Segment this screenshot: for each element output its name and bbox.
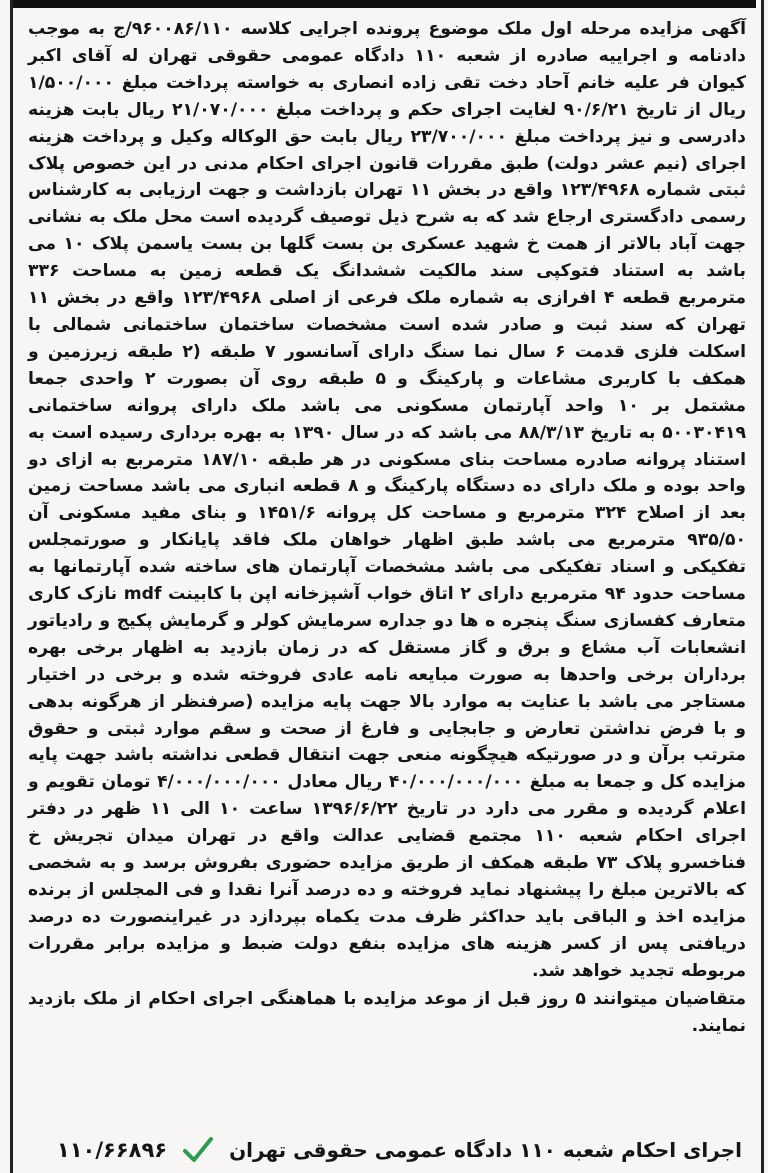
reference-number: ۱۱۰/۶۶۸۹۶ xyxy=(56,1138,168,1162)
left-border-rule xyxy=(10,0,13,1173)
top-border-rule xyxy=(12,0,756,8)
visit-notice: متقاضیان میتوانند ۵ روز قبل از موعد مزایده با هماهنگی اجرای احکام از ملک بازدید نمایند. xyxy=(28,988,746,1036)
auction-notice-body xyxy=(28,16,746,1039)
issuing-authority: اجرای احکام شعبه ۱۱۰ دادگاه عمومی حقوقی تهران xyxy=(229,1138,742,1162)
right-border-rule xyxy=(761,0,764,1173)
notice-footer xyxy=(34,1132,742,1168)
check-mark-icon xyxy=(183,1136,213,1164)
notice-paragraph: آگهی مزایده مرحله اول ملک موضوع پرونده اجرایی کلاسه ۹۶۰۰۸۶/۱۱۰/ج به موجب دادنامه و اجراییه صادره از شعبه ۱۱۰ دادگاه عمومی حقوقی تهران له آقای اکبر کیوان فر علیه خانم آحاد دخت تقی زاده انصاری به خواسته پرداخت مبلغ ۱/۵۰۰/۰۰۰ ریال از تاریخ ۹۰/۶/۲۱ لغایت اجرای حکم و پرداخت مبلغ ۲۱/۰۷۰/۰۰۰ ریال بابت هزینه دادرسی و نیز پرداخت مبلغ ۲۳/۷۰۰/۰۰۰ ریال بابت حق الوکاله وکیل و پرداخت هزینه اجرای (نیم عشر دولت) طبق مقررات قانون اجرای احکام مدنی در این خصوص پلاک ثبتی شماره ۱۲۳/۴۹۶۸ واقع در بخش ۱۱ تهران بازداشت و جهت ارزیابی به کارشناس رسمی دادگستری ارجاع شد که به شرح ذیل توصیف گردیده است محل ملک به نشانی جهت آباد بالاتر از همت خ شهید عسکری بن بست گلها بن بست یاسمن پلاک ۱۰ می باشد به استناد فتوکپی سند مالکیت ششدانگ یک قطعه زمین به مساحت ۳۳۶ مترمربع قطعه ۴ افرازی به شماره ملک فرعی از اصلی ۱۲۳/۴۹۶۸ واقع در بخش ۱۱ تهران که سند ثبت و صادر شده است مشخصات ساختمان ساختمانی شمالی با اسکلت فلزی قدمت ۶ سال نما سنگ دارای آسانسور ۷ طبقه (۲ طبقه زیرزمین و همکف با کاربری مشاعات و پارکینگ و ۵ طبقه روی آن بصورت ۲ واحدی جمعا مشتمل بر ۱۰ واحد آپارتمان مسکونی می باشد ملک دارای پروانه ساختمانی ۵۰۰۳۰۴۱۹ به تاریخ ۸۸/۳/۱۳ می باشد که در سال ۱۳۹۰ به بهره برداری رسیده است به استناد پروانه صادره مساحت بنای مسکونی در هر طبقه ۱۸۷/۱۰ مترمربع به ازای دو واحد بوده و ملک دارای ده دستگاه پارکینگ و ۸ قطعه انباری می باشد مساحت زمین بعد از اصلاح ۳۲۴ مترمربع و مساحت کل پروانه ۱۴۵۱/۶ و بنای مفید مسکونی آن ۹۳۵/۵۰ مترمربع می باشد طبق اظهار خواهان ملک فاقد پایانکار و صورتمجلس تفکیکی و اسناد تفکیکی می باشد مشخصات آپارتمان های ساخته شده آپارتمانها به مساحت حدود ۹۴ مترمربع دارای ۲ اتاق خواب آشپزخانه اپن با کابینت mdf نازک کاری متعارف کفسازی سنگ پنجره ه ها دو جداره سرمایش کولر و گرمایش پکیج و رادیاتور انشعابات آب مشاع و برق و گاز مستقل که در زمان بازدید به اظهار برخی بهره برداران برخی واحدها به صورت مبایعه نامه عادی فروخته شده و برخی در اختیار مستاجر می باشد با عنایت به موارد بالا جهت پایه مزایده (صرفنظر از هرگونه بدهی و با فرض نداشتن تعارض و جابجایی و فارغ از صحت و سقم موارد ثبتی و حقوق مترتب برآن و در صورتیکه هیچگونه منعی جهت انتقال قطعی نداشته باشد جهت پایه مزایده کل و جمعا به مبلغ ۴۰/۰۰۰/۰۰۰/۰۰۰ ریال معادل ۴/۰۰۰/۰۰۰/۰۰۰ تومان تقویم و اعلام گردیده و مقرر می دارد در تاریخ ۱۳۹۶/۶/۲۲ ساعت ۱۰ الی ۱۱ ظهر در دفتر اجرای احکام شعبه ۱۱۰ مجتمع قضایی عدالت واقع در تهران میدان تجریش خ فناخسرو پلاک ۷۳ طبقه همکف از طریق مزایده حضوری بفروش برسد و به شخصی که بالاترین مبلغ را پیشنهاد نماید فروخته و ده درصد آنرا نقدا و فی المجلس از برنده مزایده اخذ و الباقی باید حداکثر ظرف مدت یکماه بپردازد در غیراینصورت ده درصد دریافتی پس از کسر هزینه های مزایده بنفع دولت ضبط و مزایده برابر مقررات مربوطه تجدید خواهد شد. xyxy=(28,19,747,981)
